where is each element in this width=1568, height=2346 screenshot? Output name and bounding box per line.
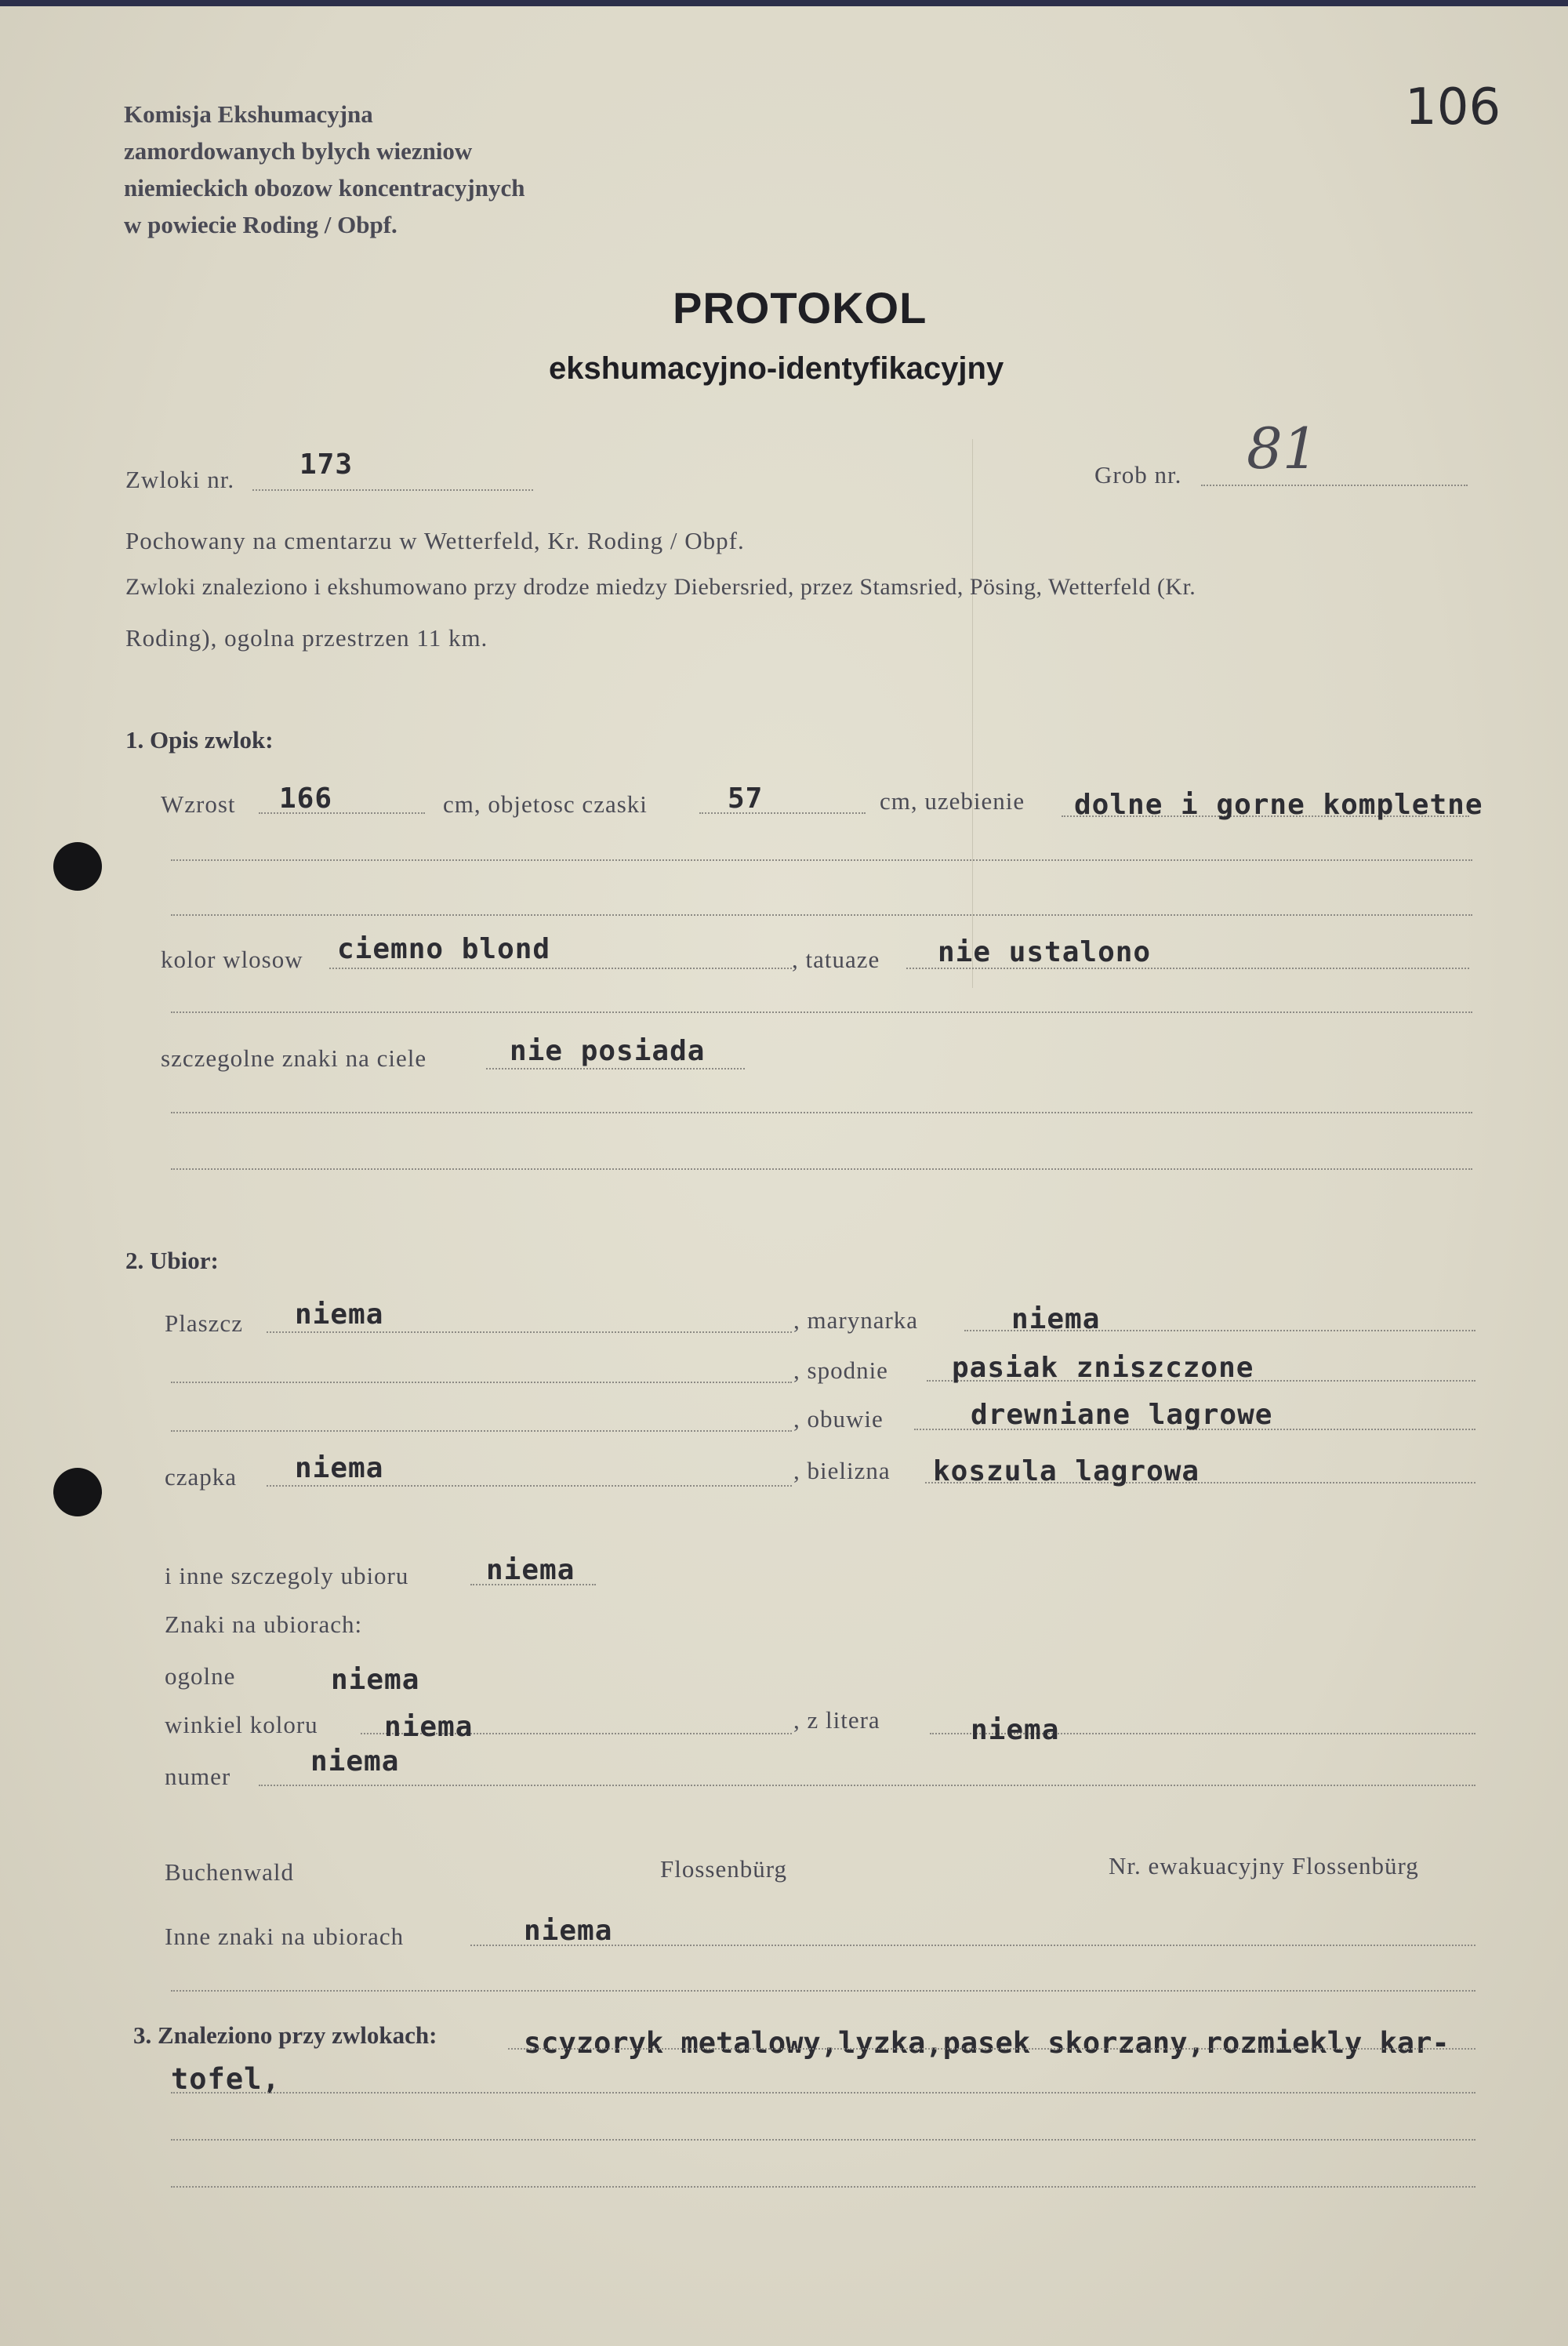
buried-text: Pochowany na cmentarzu w Wetterfeld, Kr. Roding / Obpf. [125,527,745,554]
header-line-1: Komisja Ekshumacyjna [124,100,373,128]
found-text-line-1: Zwloki znaleziono i ekshumowano przy drodze miedzy Diebersried, przez Stamsried, Pösing, Wetterfeld (Kr. [125,574,1196,600]
clothing-marks-heading: Znaki na ubiorach: [165,1611,363,1638]
other-clothing-label: i inne szczegoly ubioru [165,1562,409,1589]
teeth-label: cm, uzebienie [880,787,1025,815]
found-items-line-1: scyzoryk metalowy,lyzka,pasek skorzany,rozmiekly kar- [524,2026,1450,2060]
blank-line-4 [171,1168,1472,1170]
zwloki-dotted-line [252,489,533,491]
punch-hole-top [53,842,102,891]
skull-label: cm, objetosc czaski [443,790,648,818]
section-1-heading: 1. Opis zwlok: [125,726,274,754]
punch-hole-bottom [53,1468,102,1516]
shoes-label: , obuwie [793,1405,884,1433]
general-marks-value: niema [331,1664,420,1696]
zwloki-label: Zwloki nr. [125,466,235,493]
cap-value: niema [295,1452,384,1484]
document-subtitle: ekshumacyjno-identyfikacyjny [549,351,1004,386]
shoes-value: drewniane lagrowe [971,1399,1273,1431]
blank-line-7 [171,1990,1475,1992]
hair-value: ciemno blond [337,933,551,965]
page-number: 106 [1405,78,1501,136]
teeth-value: dolne i gorne kompletne [1074,789,1483,821]
tattoo-value: nie ustalono [938,936,1152,968]
buchenwald-label: Buchenwald [165,1858,294,1886]
header-line-4: w powiecie Roding / Obpf. [124,211,397,238]
trousers-value: pasiak zniszczone [952,1352,1254,1384]
other-clothing-value: niema [486,1554,575,1586]
cap-dotted-line [267,1485,792,1487]
height-label: Wzrost [161,790,236,818]
blank-line-5 [171,1382,792,1383]
header-line-2: zamordowanych bylych wiezniow [124,137,473,165]
coat-label: Plaszcz [165,1309,243,1337]
found-text-line-2: Roding), ogolna przestrzen 11 km. [125,624,488,652]
marks-label: szczegolne znaki na ciele [161,1044,427,1072]
found-items-dotted-line-4 [171,2186,1475,2188]
marks-value: nie posiada [510,1035,706,1067]
underwear-value: koszula lagrowa [933,1455,1200,1487]
section-2-heading: 2. Ubior: [125,1247,219,1274]
number-dotted-line [259,1785,1475,1786]
teeth-continuation-line [171,859,1472,861]
triangle-colour-label: winkiel koloru [165,1711,318,1738]
letter-value: niema [971,1714,1060,1746]
document-title: PROTOKOL [673,283,927,332]
grob-label: Grob nr. [1094,461,1182,488]
number-label: numer [165,1763,231,1790]
header-line-3: niemieckich obozow koncentracyjnych [124,174,525,202]
general-marks-label: ogolne [165,1662,236,1690]
jacket-value: niema [1011,1303,1101,1335]
zwloki-value: 173 [299,448,354,481]
marks-dotted-line [486,1068,745,1070]
skull-value: 57 [728,783,764,815]
letter-label: , z litera [793,1706,880,1734]
blank-line-3 [171,1112,1472,1113]
skull-dotted-line [699,812,866,814]
found-items-line-2: tofel, [171,2062,281,2096]
blank-line-1 [171,914,1472,916]
number-value: niema [310,1745,400,1778]
section-3-heading: 3. Znaleziono przy zwlokach: [133,2021,437,2049]
grob-dotted-line [1201,485,1468,486]
evacuation-number-label: Nr. ewakuacyjny Flossenbürg [1109,1852,1419,1879]
tattoo-label: , tatuaze [792,946,880,973]
hair-dotted-line [329,968,792,969]
found-items-dotted-line-3 [171,2139,1475,2141]
height-value: 166 [279,783,333,815]
paper-crease [972,439,973,988]
other-marks-label: Inne znaki na ubiorach [165,1923,405,1950]
jacket-label: , marynarka [793,1306,919,1334]
found-items-dotted-line-2 [171,2092,1475,2094]
triangle-colour-value: niema [384,1711,474,1743]
coat-dotted-line [267,1331,792,1333]
hair-label: kolor wlosow [161,946,303,973]
grob-value: 81 [1247,416,1319,481]
found-items-dotted-line-1 [508,2048,1475,2050]
scan-top-edge [0,0,1568,6]
trousers-label: , spodnie [793,1356,888,1384]
coat-value: niema [295,1298,384,1331]
flossenburg-label: Flossenbürg [660,1855,788,1883]
cap-label: czapka [165,1463,238,1491]
blank-line-6 [171,1430,792,1432]
other-marks-dotted-line [470,1945,1475,1946]
underwear-label: , bielizna [793,1457,891,1484]
other-marks-value: niema [524,1915,613,1947]
blank-line-2 [171,1011,1472,1013]
